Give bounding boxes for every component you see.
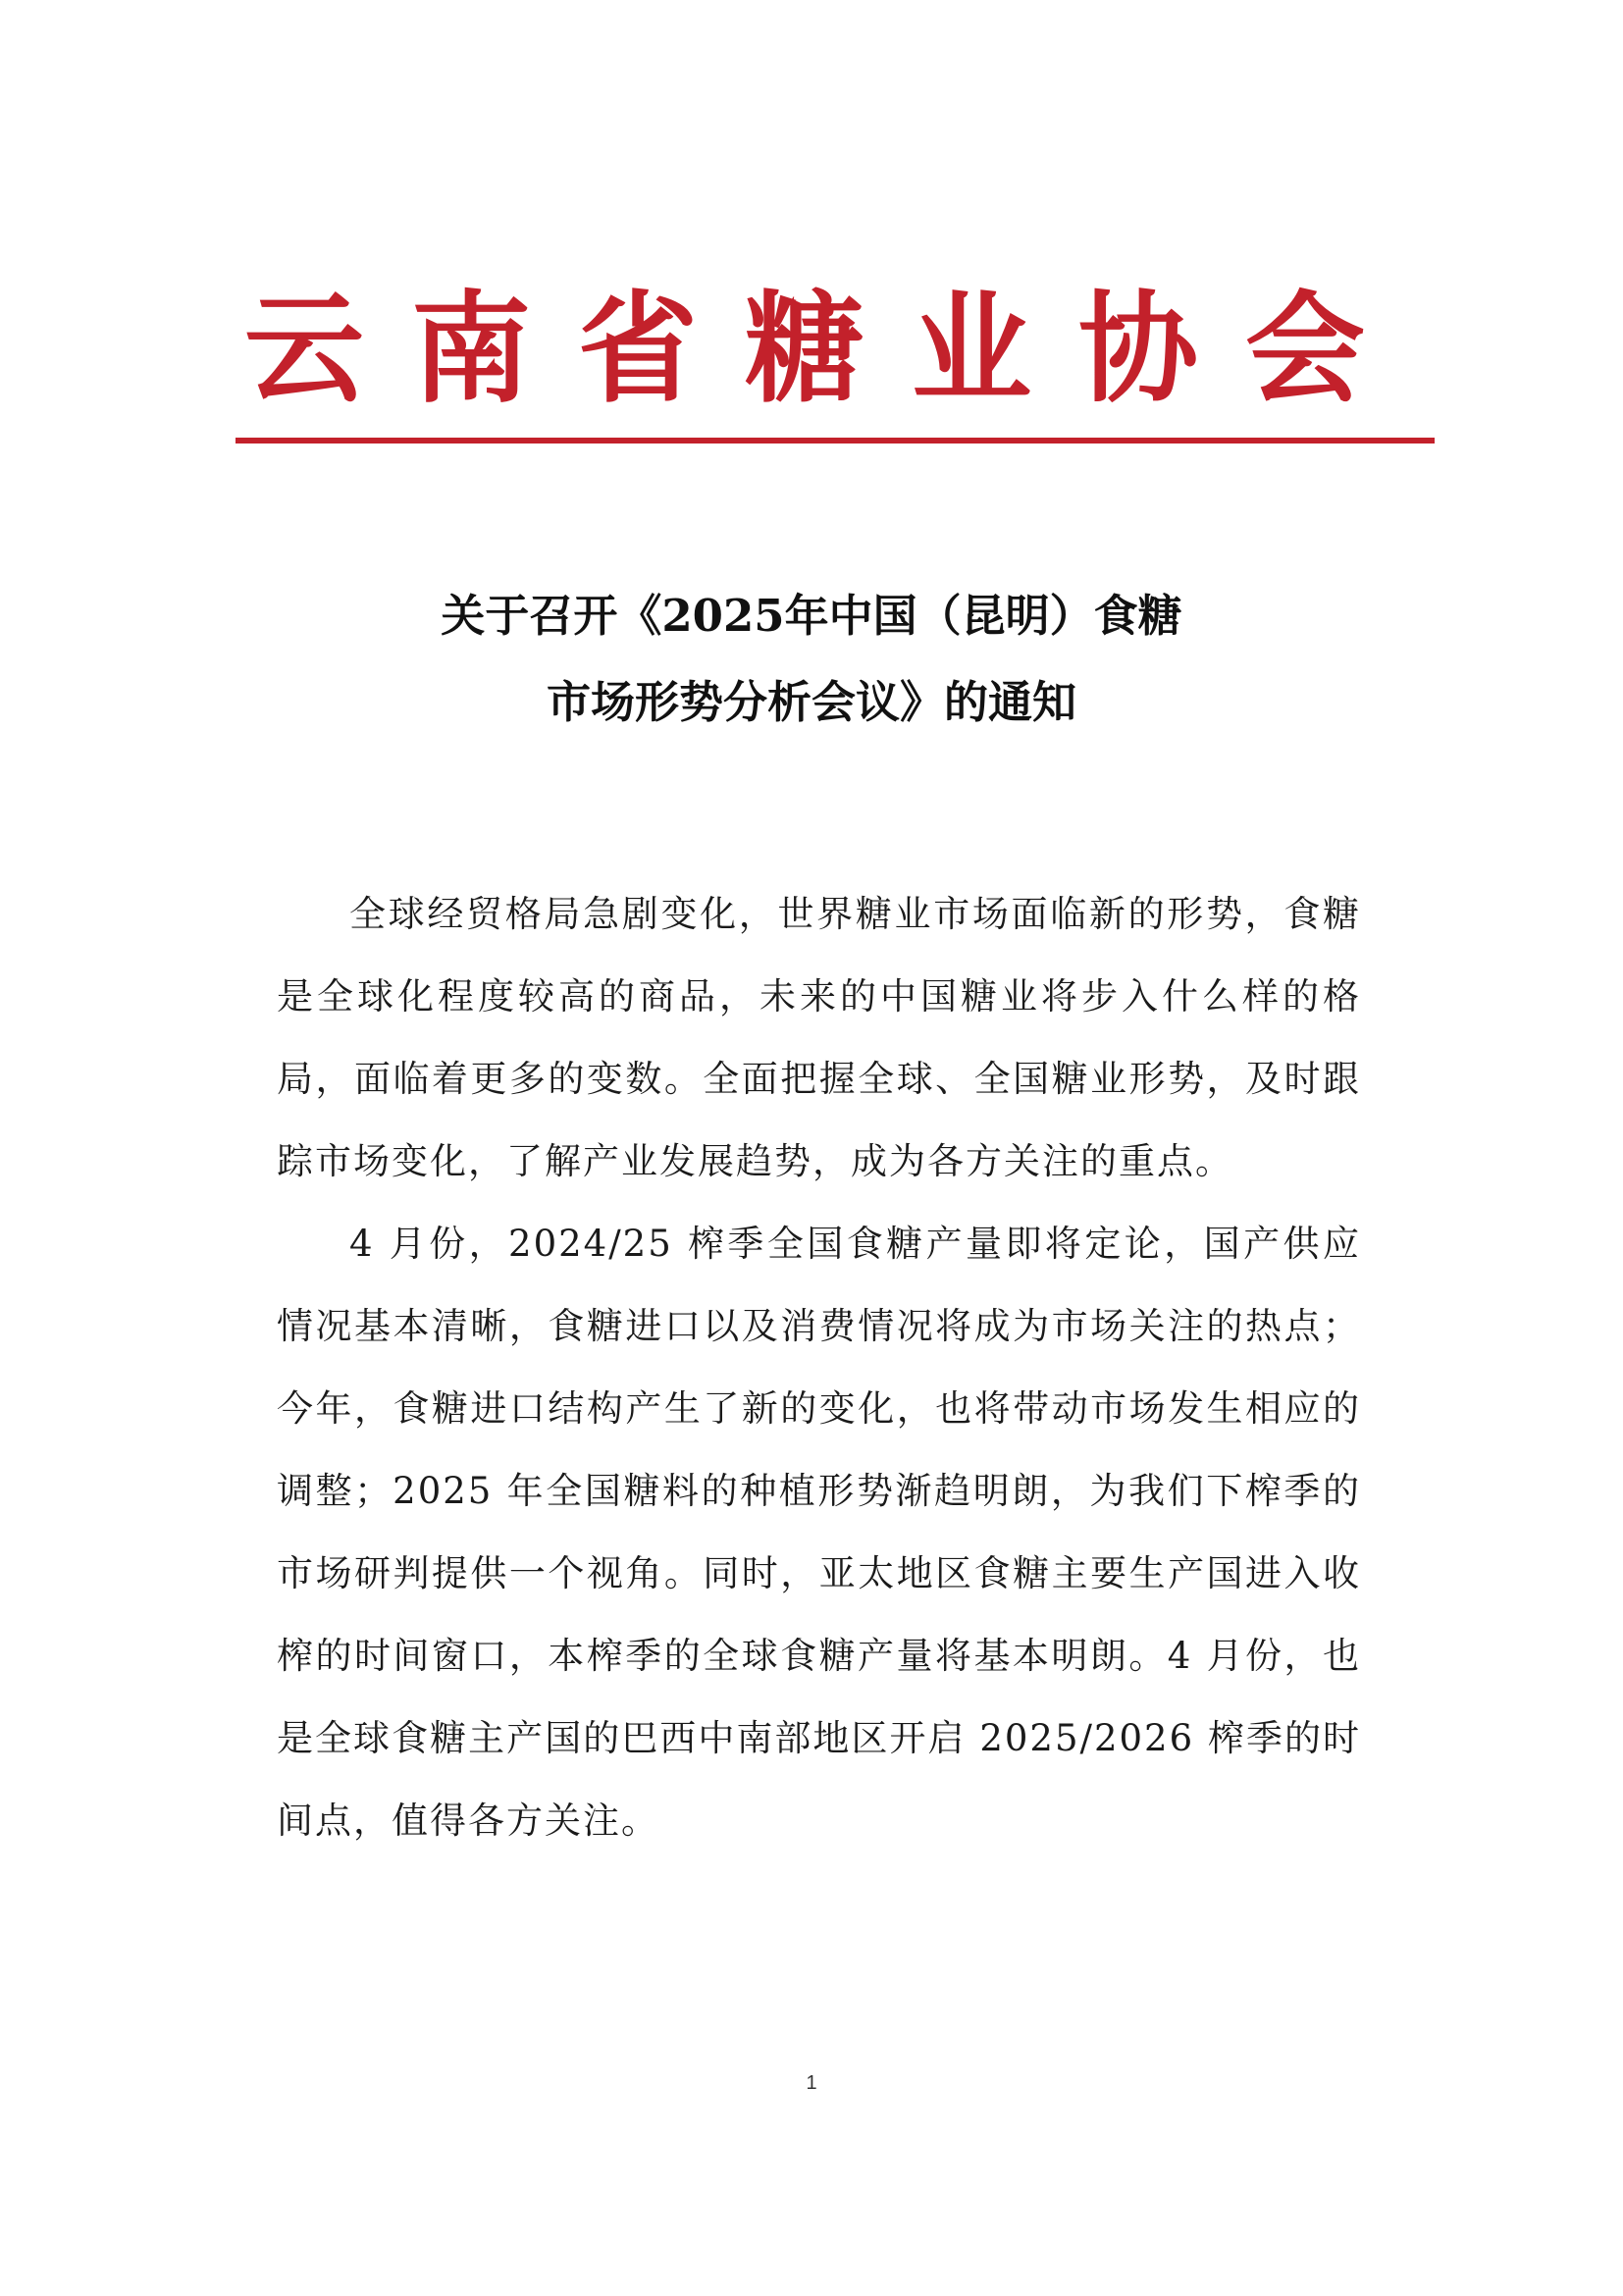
document-title-line-1: 关于召开《2025年中国（昆明）食糖 — [441, 590, 1182, 642]
body-paragraph-1: 全球经贸格局急剧变化，世界糖业市场面临新的形势，食糖是全球化程度较高的商品，未来的中国糖业将步入什么样的格局，面临着更多的变数。全面把握全球、全国糖业形势，及时跟踪市场变化，了解产业发展趋势，成为各方关注的重点。 — [277, 893, 1361, 1182]
letterhead-char: 糖 — [745, 278, 864, 419]
letterhead-divider — [236, 438, 1435, 444]
letterhead-char: 协 — [1078, 278, 1198, 419]
letterhead-char: 省 — [578, 278, 698, 419]
document-body — [277, 873, 1361, 1862]
letterhead-char: 会 — [1245, 278, 1365, 419]
letterhead-char: 云 — [244, 278, 364, 419]
document-title-line-2: 市场形势分析会议》的通知 — [546, 676, 1076, 728]
page-number: 1 — [806, 2072, 817, 2094]
letterhead-char: 南 — [411, 278, 531, 419]
organization-letterhead — [236, 280, 1374, 417]
letterhead-char: 业 — [912, 278, 1031, 419]
body-paragraph-2: 4 月份，2024/25 榨季全国食糖产量即将定论，国产供应情况基本清晰，食糖进口以及消费情况将成为市场关注的热点；今年，食糖进口结构产生了新的变化，也将带动市场发生相应的调整；2025 年全国糖料的种植形势渐趋明朗，为我们下榨季的市场研判提供一个视角。同时，亚太地区食糖主要生产国进入收榨的时间窗口，本榨季的全球食糖产量将基本明朗。4 月份，也是全球食糖主产国的巴西中南部地区开启 2025/2026 榨季的时间点，值得各方关注。 — [277, 1223, 1361, 1842]
